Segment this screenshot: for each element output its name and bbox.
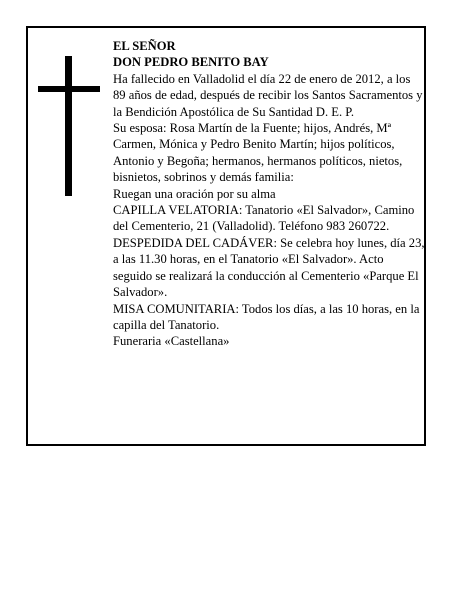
family-list: Su esposa: Rosa Martín de la Fuente; hijos, Andrés, Mª Carmen, Mónica y Pedro Benito Martín; hijos políticos, Antonio y Begoña; hermanos, hermanos políticos, nietos, bisnietos, sobrinos y demás familia: [113, 121, 403, 185]
funeral-home: Funeraria «Castellana» [113, 334, 230, 349]
mass-info: MISA COMUNITARIA: Todos los días, a las 10 horas, en la capilla del Tanatorio. [113, 301, 420, 332]
chapel-info: CAPILLA VELATORIA: Tanatorio «El Salvador», Camino del Cementerio, 21 (Valladolid). Teléfono 983 260722. [113, 203, 415, 234]
death-announcement: Ha fallecido en Valladolid el día 22 de enero de 2012, a los 89 años de edad, después de recibir los Santos Sacramentos y la Bendición Apostólica de Su Santidad D. E. P. [113, 71, 423, 119]
heading-title: EL SEÑOR [113, 39, 176, 53]
cross-vertical-bar [65, 56, 72, 196]
farewell-info: DESPEDIDA DEL CADÁVER: Se celebra hoy lunes, día 23, a las 11.30 horas, en el Tanatorio «El Salvador». Acto seguido se realizará la conducción al Cementerio «Parque El Salvador». [113, 235, 425, 300]
obituary-text [113, 38, 425, 350]
cross-icon [38, 56, 100, 196]
prayer-request: Ruegan una oración por su alma [113, 186, 276, 201]
deceased-name: DON PEDRO BENITO BAY [113, 55, 269, 70]
cross-horizontal-bar [38, 86, 100, 92]
